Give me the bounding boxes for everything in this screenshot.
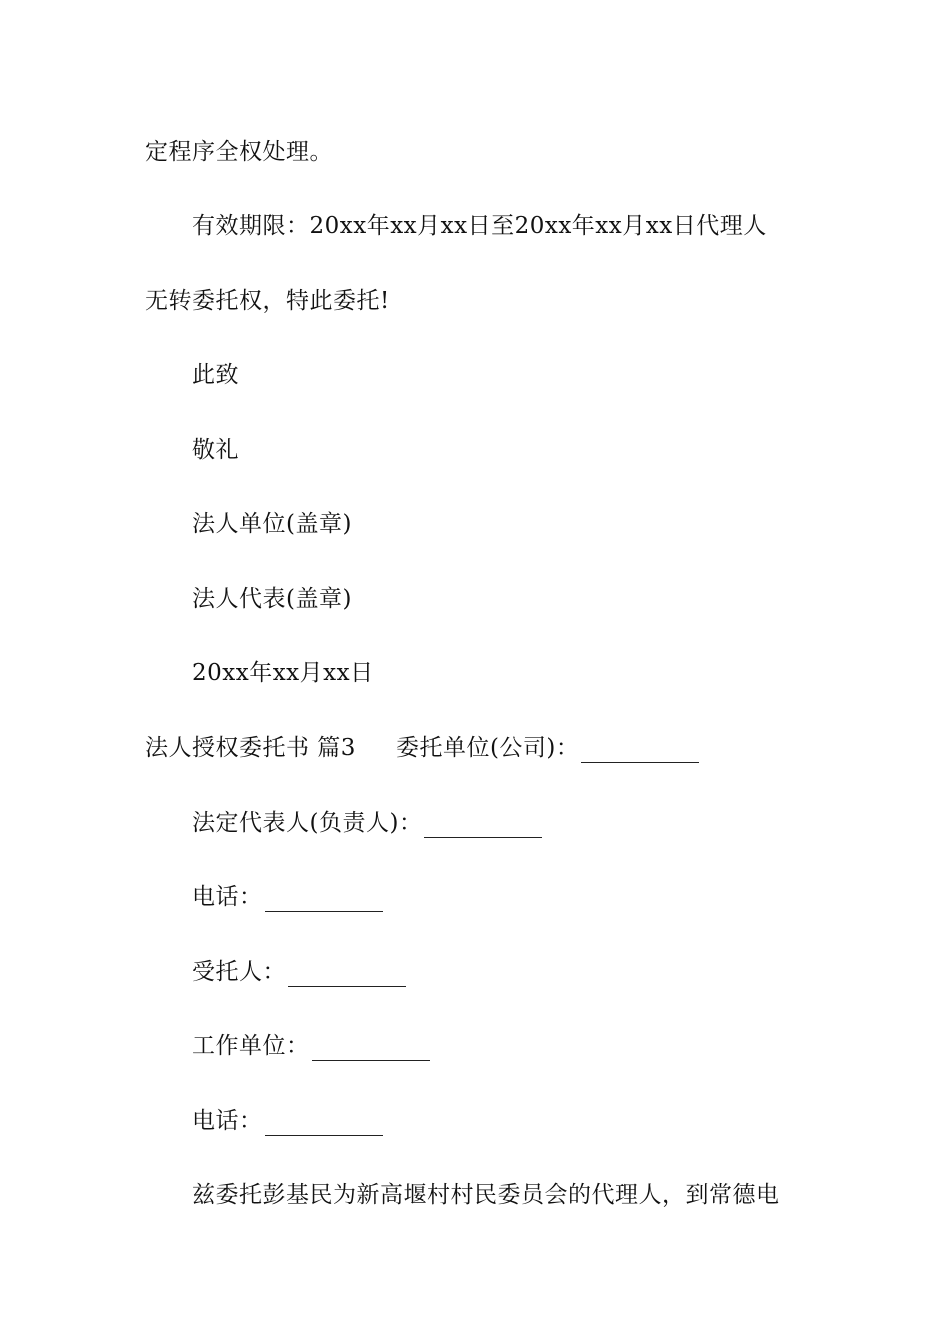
field-label: 法定代表人(负责人)： xyxy=(192,810,423,836)
field-label: 委托单位(公司)： xyxy=(395,735,580,761)
fill-in-blank xyxy=(265,889,383,912)
field-label: 电话： xyxy=(192,1108,263,1134)
fill-in-blank xyxy=(288,964,406,987)
form-field-line xyxy=(192,808,542,838)
fill-in-blank xyxy=(581,740,699,763)
form-field-line xyxy=(192,1106,383,1136)
form-field-line xyxy=(192,1031,430,1061)
text-line: 兹委托彭基民为新高堰村村民委员会的代理人，到常德电 xyxy=(192,1182,780,1208)
form-field-line xyxy=(192,882,383,912)
field-label: 电话： xyxy=(192,884,263,910)
field-label: 受托人： xyxy=(192,959,286,985)
salutation-line: 此致 xyxy=(192,362,239,388)
fill-in-blank xyxy=(424,815,542,838)
regards-line: 敬礼 xyxy=(192,437,239,463)
text-line: 定程序全权处理。 xyxy=(145,139,333,165)
text-line: 无转委托权，特此委托! xyxy=(145,288,390,314)
date-line: 20xx年xx月xx日 xyxy=(192,660,374,686)
section-heading: 法人授权委托书 篇3 xyxy=(145,735,356,761)
section-heading-line xyxy=(145,733,699,763)
validity-period-line: 有效期限：20xx年xx月xx日至20xx年xx月xx日代理人 xyxy=(192,213,767,239)
fill-in-blank xyxy=(265,1113,383,1136)
field-label: 工作单位： xyxy=(192,1033,310,1059)
legal-entity-seal-line: 法人单位(盖章) xyxy=(192,511,352,537)
legal-representative-seal-line: 法人代表(盖章) xyxy=(192,586,352,612)
form-field-line xyxy=(192,957,406,987)
fill-in-blank xyxy=(312,1038,430,1061)
